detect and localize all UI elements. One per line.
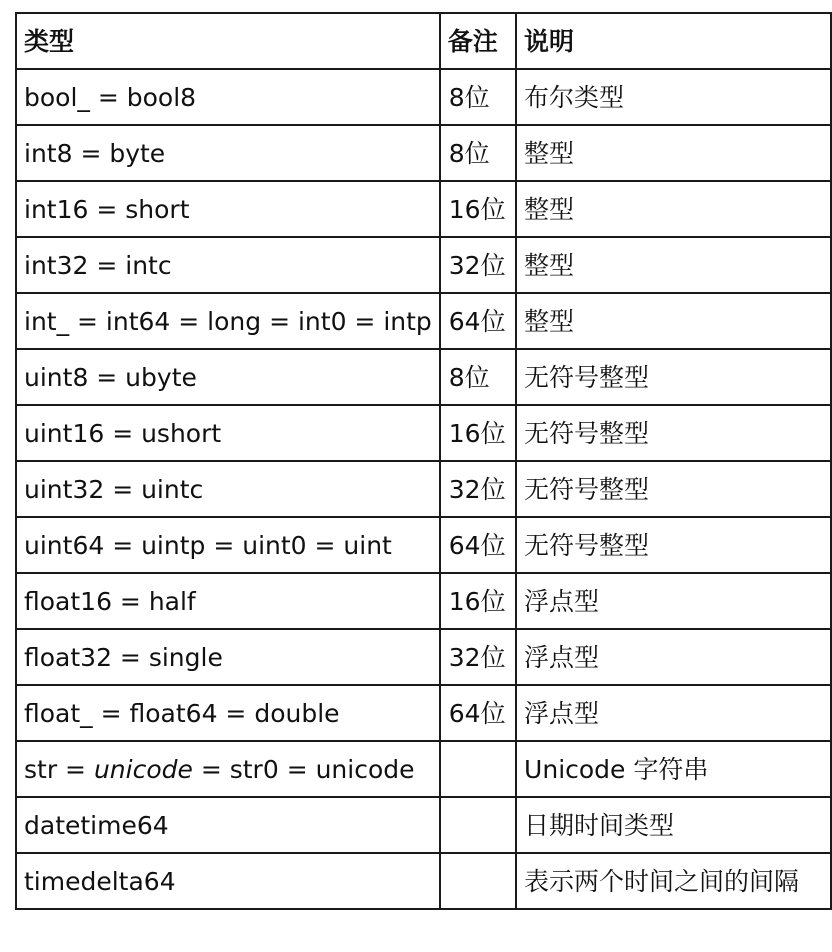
- type-cell: float16 = half: [16, 573, 440, 629]
- table-row: [16, 741, 831, 797]
- table-row: [16, 517, 831, 573]
- desc-cell: 浮点型: [516, 629, 831, 685]
- note-cell: [440, 853, 516, 909]
- desc-cell: 整型: [516, 293, 831, 349]
- note-cell: 8位: [440, 69, 516, 125]
- desc-cell: 无符号整型: [516, 461, 831, 517]
- note-cell: 64位: [440, 293, 516, 349]
- type-cell: uint8 = ubyte: [16, 349, 440, 405]
- table-row: [16, 853, 831, 909]
- header-type: 类型: [16, 13, 440, 69]
- desc-cell: 表示两个时间之间的间隔: [516, 853, 831, 909]
- desc-cell: 整型: [516, 237, 831, 293]
- desc-cell: 整型: [516, 125, 831, 181]
- note-cell: 16位: [440, 405, 516, 461]
- dtype-table: [15, 12, 832, 910]
- type-text-italic: unicode: [93, 754, 193, 784]
- type-cell: [16, 741, 440, 797]
- desc-cell: 布尔类型: [516, 69, 831, 125]
- type-cell: timedelta64: [16, 853, 440, 909]
- note-cell: 16位: [440, 573, 516, 629]
- desc-cell: 浮点型: [516, 573, 831, 629]
- table-row: [16, 797, 831, 853]
- desc-cell: 日期时间类型: [516, 797, 831, 853]
- note-cell: 8位: [440, 349, 516, 405]
- table-row: [16, 293, 831, 349]
- table-row: [16, 405, 831, 461]
- table-row: [16, 573, 831, 629]
- note-cell: 64位: [440, 685, 516, 741]
- note-cell: 8位: [440, 125, 516, 181]
- table-row: [16, 69, 831, 125]
- desc-cell: 无符号整型: [516, 405, 831, 461]
- note-cell: [440, 797, 516, 853]
- table-header-row: [16, 13, 831, 69]
- table-row: [16, 237, 831, 293]
- type-text-pre: str =: [24, 754, 94, 784]
- desc-cell: 无符号整型: [516, 517, 831, 573]
- type-cell: int16 = short: [16, 181, 440, 237]
- type-cell: float32 = single: [16, 629, 440, 685]
- desc-cell: Unicode 字符串: [516, 741, 831, 797]
- desc-cell: 无符号整型: [516, 349, 831, 405]
- type-cell: bool_ = bool8: [16, 69, 440, 125]
- type-cell: uint32 = uintc: [16, 461, 440, 517]
- table-row: [16, 685, 831, 741]
- type-cell: datetime64: [16, 797, 440, 853]
- type-cell: float_ = float64 = double: [16, 685, 440, 741]
- type-cell: int_ = int64 = long = int0 = intp: [16, 293, 440, 349]
- note-cell: 32位: [440, 237, 516, 293]
- desc-cell: 浮点型: [516, 685, 831, 741]
- table-row: [16, 349, 831, 405]
- type-cell: int32 = intc: [16, 237, 440, 293]
- note-cell: 64位: [440, 517, 516, 573]
- header-desc: 说明: [516, 13, 831, 69]
- desc-cell: 整型: [516, 181, 831, 237]
- type-text-post: = str0 = unicode: [192, 754, 415, 784]
- type-cell: int8 = byte: [16, 125, 440, 181]
- table-row: [16, 125, 831, 181]
- table-row: [16, 629, 831, 685]
- table-row: [16, 461, 831, 517]
- type-cell: uint64 = uintp = uint0 = uint: [16, 517, 440, 573]
- note-cell: 32位: [440, 461, 516, 517]
- header-note: 备注: [440, 13, 516, 69]
- note-cell: [440, 741, 516, 797]
- type-cell: uint16 = ushort: [16, 405, 440, 461]
- note-cell: 16位: [440, 181, 516, 237]
- table-row: [16, 181, 831, 237]
- note-cell: 32位: [440, 629, 516, 685]
